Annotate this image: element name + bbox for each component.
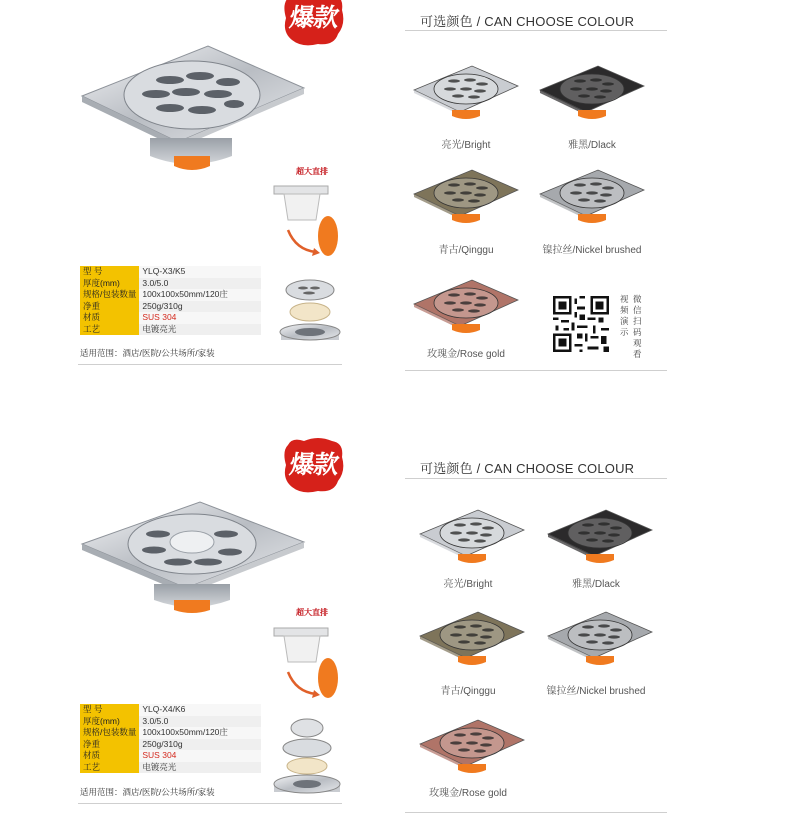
finish-swatch-black xyxy=(538,64,646,120)
large-drainage-image xyxy=(270,180,350,260)
finish-swatch-bright xyxy=(412,64,520,120)
finish-label: 玫瑰金/Rose gold xyxy=(429,788,507,799)
spec-row xyxy=(80,278,261,290)
spec-key: 规格/包装数量 xyxy=(80,289,139,301)
finish-swatch-rose-gold xyxy=(412,278,520,334)
exploded-parts-image xyxy=(270,716,344,802)
finish-label: 雅黑/Dlack xyxy=(568,140,616,151)
finish-label: 青古/Qinggu xyxy=(440,686,496,697)
finish-label: 亮光/Bright xyxy=(441,140,491,151)
spec-row xyxy=(80,739,261,751)
finish-swatch-qinggu xyxy=(418,610,526,666)
spec-row xyxy=(80,312,261,324)
colour-options-title: 可选颜色 / CAN CHOOSE COLOUR xyxy=(420,14,635,29)
finish-label: 雅黑/Dlack xyxy=(572,579,620,590)
spec-value: SUS 304 xyxy=(139,750,261,762)
spec-key: 净重 xyxy=(80,301,139,313)
finish-swatch-qinggu xyxy=(412,168,520,224)
qr-caption-1: 微 信 扫 码 观 看 xyxy=(633,294,642,359)
spec-row xyxy=(80,727,261,739)
feature-label: 超大直排 xyxy=(296,608,328,617)
finish-label: 玫瑰金/Rose gold xyxy=(427,349,505,360)
spec-value: 电镀亮光 xyxy=(139,762,261,774)
spec-key: 厚度(mm) xyxy=(80,278,139,290)
spec-row xyxy=(80,704,261,716)
spec-key: 材质 xyxy=(80,750,139,762)
spec-value: YLQ-X4/K6 xyxy=(139,704,261,716)
spec-value: SUS 304 xyxy=(139,312,261,324)
spec-value: 100x100x50mm/120庄 xyxy=(139,727,261,739)
spec-row xyxy=(80,716,261,728)
spec-row xyxy=(80,750,261,762)
spec-key: 型 号 xyxy=(80,704,139,716)
spec-value: 电镀亮光 xyxy=(139,324,261,336)
finish-swatch-black xyxy=(546,508,654,564)
spec-key: 材质 xyxy=(80,312,139,324)
spec-key: 工艺 xyxy=(80,762,139,774)
hot-item-badge: 爆款 xyxy=(282,437,346,495)
feature-label: 超大直排 xyxy=(296,167,328,176)
finish-swatch-nickel-brushed xyxy=(546,610,654,666)
finish-swatch-bright xyxy=(418,508,526,564)
finish-label: 镍拉丝/Nickel brushed xyxy=(542,245,642,256)
spec-table xyxy=(80,266,261,335)
product-section-2 xyxy=(0,410,800,815)
finish-swatch-nickel-brushed xyxy=(538,168,646,224)
exploded-parts-image xyxy=(275,278,345,352)
finish-label: 亮光/Bright xyxy=(443,579,493,590)
floor-drain-main-image xyxy=(78,496,306,616)
spec-value: YLQ-X3/K5 xyxy=(139,266,261,278)
divider xyxy=(405,478,667,479)
spec-row xyxy=(80,301,261,313)
floor-drain-main-image xyxy=(78,38,306,178)
spec-value: 250g/310g xyxy=(139,739,261,751)
spec-value: 100x100x50mm/120庄 xyxy=(139,289,261,301)
divider xyxy=(405,30,667,31)
usage-scope: 适用范围：酒店/医院/公共场所/家装 xyxy=(80,787,215,797)
spec-value: 3.0/5.0 xyxy=(139,278,261,290)
finish-label: 镍拉丝/Nickel brushed xyxy=(546,686,646,697)
colour-options-title: 可选颜色 / CAN CHOOSE COLOUR xyxy=(420,461,635,476)
usage-scope: 适用范围：酒店/医院/公共场所/家装 xyxy=(80,348,215,358)
divider xyxy=(78,364,342,365)
spec-value: 250g/310g xyxy=(139,301,261,313)
spec-key: 规格/包装数量 xyxy=(80,727,139,739)
finish-label: 青古/Qinggu xyxy=(438,245,494,256)
spec-table xyxy=(80,704,261,773)
qr-caption-2: 视 频 演 示 xyxy=(620,294,629,337)
divider xyxy=(405,812,667,813)
spec-key: 净重 xyxy=(80,739,139,751)
finish-swatch-rose-gold xyxy=(418,718,526,774)
spec-row xyxy=(80,324,261,336)
spec-value: 3.0/5.0 xyxy=(139,716,261,728)
spec-row xyxy=(80,762,261,774)
qr-code[interactable] xyxy=(553,296,609,352)
product-section-1 xyxy=(0,0,800,405)
spec-row xyxy=(80,289,261,301)
spec-key: 厚度(mm) xyxy=(80,716,139,728)
spec-key: 工艺 xyxy=(80,324,139,336)
divider xyxy=(405,370,667,371)
spec-row xyxy=(80,266,261,278)
hot-item-badge: 爆款 xyxy=(282,0,346,48)
large-drainage-image xyxy=(270,622,350,702)
spec-key: 型 号 xyxy=(80,266,139,278)
divider xyxy=(78,803,342,804)
